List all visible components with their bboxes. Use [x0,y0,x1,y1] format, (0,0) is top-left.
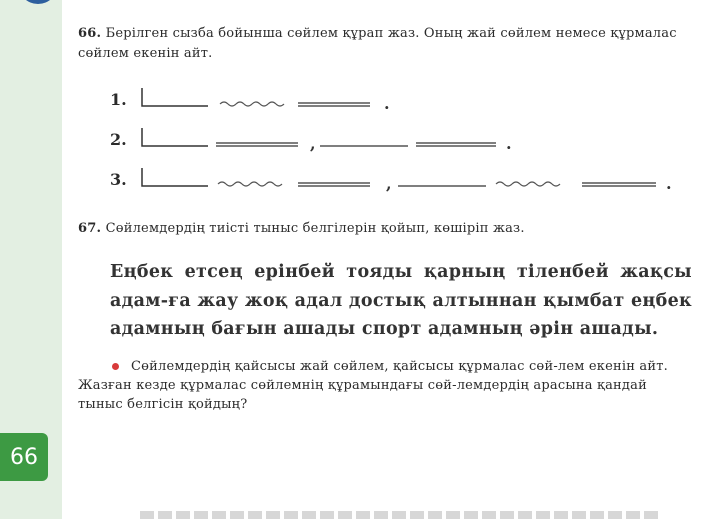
double-line [298,103,370,106]
subject-line [142,88,208,106]
subject-line [142,168,208,186]
schema-1-diagram [140,84,430,114]
schema-2-number: 2. [110,130,127,149]
question-text: Сөйлемдердің қайсысы жай сөйлем, қайсысы құрмалас сөй-лем екенін айт. Жазған кезде құрмалас сөйлемнің құрамындағы сөй-лемдердің арасына қандай тыныс белгісін қойдың? [78,359,668,412]
exercise-67 [78,219,690,239]
exercise-67-text: Сөйлемдердің тиісті тыныс белгілерін қойып, көшіріп жаз. [105,221,525,236]
double-line [416,143,496,146]
double-line [582,183,656,186]
schema-3-number: 3. [110,170,127,189]
page-number-badge: 66 [0,433,48,481]
exercise-66 [78,24,690,64]
schema-2-end-mark: . [506,134,512,153]
schema-1-end-mark: . [384,94,390,113]
schema-3-diagram [140,164,700,194]
predicate-wave [218,182,282,186]
schema-3-end-mark: . [666,174,672,193]
exercise-67-body-text: Еңбек етсең ерінбей тояды қарның тіленбей жақсы адам-ға жау жоқ адал достық алтыннан қымбат еңбек адамның бағын ашады спорт адамның әрін ашады. [110,262,692,339]
bullet-dot-icon [112,363,119,370]
question-task [78,357,690,414]
double-line [298,183,370,186]
exercise-66-number: 66. [78,26,102,41]
exercise-66-text: Берілген сызба бойынша сөйлем құрап жаз. Оның жай сөйлем немесе құрмалас сөйлем екенін айт. [78,26,677,61]
schema-1-number: 1. [110,90,127,109]
cut-off-bottom-text [140,511,660,519]
double-line [216,143,298,146]
subject-line [142,128,208,146]
schema-2-comma: , [310,134,316,153]
exercise-67-number: 67. [78,221,102,236]
predicate-wave [220,102,284,106]
schema-3-comma: , [386,174,392,193]
predicate-wave [496,182,560,186]
schema-2-diagram [140,124,540,154]
